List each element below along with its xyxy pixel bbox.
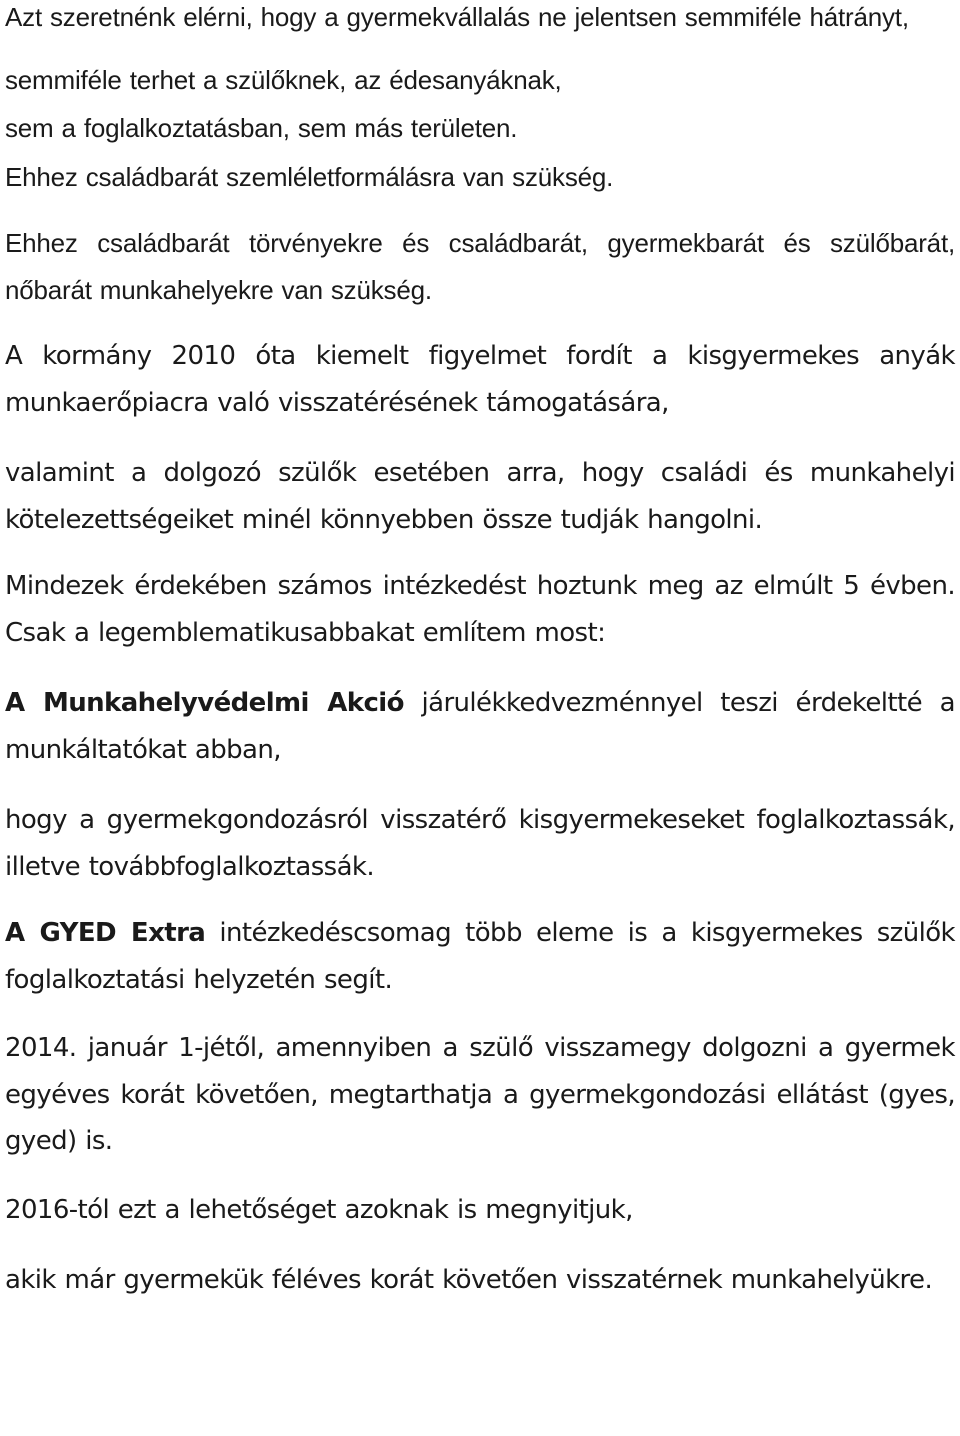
paragraph-11 bbox=[5, 910, 955, 1003]
paragraph-1-text: Azt szeretnénk elérni, hogy a gyermekvállalás ne jelentsen semmiféle hátrányt, bbox=[5, 2, 909, 32]
paragraph-9 bbox=[5, 680, 955, 773]
paragraph-9-bold-text: A Munkahelyvédelmi Akció bbox=[5, 688, 404, 718]
paragraph-11-text: intézkedéscsomag több eleme is a kisgyermekes szülők foglalkoztatási helyzetén segít. bbox=[5, 918, 955, 995]
paragraph-2 bbox=[5, 57, 955, 104]
paragraph-8-text: Mindezek érdekében számos intézkedést hoztunk meg az elmúlt 5 évben. Csak a legemblematikusabbakat említem most: bbox=[5, 571, 955, 648]
paragraph-10 bbox=[5, 797, 955, 890]
paragraph-14 bbox=[5, 1257, 955, 1304]
paragraph-4 bbox=[5, 154, 955, 201]
paragraph-3-text: sem a foglalkoztatásban, sem más területen. bbox=[5, 113, 518, 143]
paragraph-7 bbox=[5, 450, 955, 543]
paragraph-10-text: hogy a gyermekgondozásról visszatérő kisgyermekeseket foglalkoztassák, illetve továbbfoglalkoztassák. bbox=[5, 805, 955, 882]
paragraph-12 bbox=[5, 1025, 955, 1165]
document-body bbox=[5, 0, 955, 1304]
paragraph-2-text: semmiféle terhet a szülőknek, az édesanyáknak, bbox=[5, 64, 562, 95]
paragraph-13 bbox=[5, 1187, 955, 1234]
paragraph-9-text: járulékkedvezménnyel teszi érdekeltté a munkáltatókat abban, bbox=[5, 688, 955, 765]
paragraph-14-text: akik már gyermekük féléves korát követően visszatérnek munkahelyükre. bbox=[5, 1265, 933, 1295]
paragraph-3 bbox=[5, 105, 955, 152]
paragraph-13-text: 2016-tól ezt a lehetőséget azoknak is megnyitjuk, bbox=[5, 1194, 633, 1225]
paragraph-5 bbox=[5, 220, 955, 313]
paragraph-4-text: Ehhez családbarát szemléletformálásra van szükség. bbox=[5, 161, 614, 192]
paragraph-5-text: Ehhez családbarát törvényekre és családbarát, gyermekbarát és szülőbarát, nőbarát munkahelyekre van szükség. bbox=[5, 228, 955, 305]
paragraph-6 bbox=[5, 333, 955, 426]
paragraph-6-text: A kormány 2010 óta kiemelt figyelmet fordít a kisgyermekes anyák munkaerőpiacra való visszatérésének támogatására, bbox=[5, 341, 955, 418]
paragraph-12-text: 2014. január 1-jétől, amennyiben a szülő visszamegy dolgozni a gyermek egyéves korát követően, megtarthatja a gyermekgondozási ellátást (gyes, gyed) is. bbox=[5, 1033, 955, 1156]
paragraph-8 bbox=[5, 563, 955, 656]
paragraph-1 bbox=[5, 0, 955, 41]
paragraph-7-text: valamint a dolgozó szülők esetében arra, hogy családi és munkahelyi kötelezettségeiket minél könnyebben össze tudják hangolni. bbox=[5, 458, 955, 535]
paragraph-11-bold-text: A GYED Extra bbox=[5, 918, 206, 948]
